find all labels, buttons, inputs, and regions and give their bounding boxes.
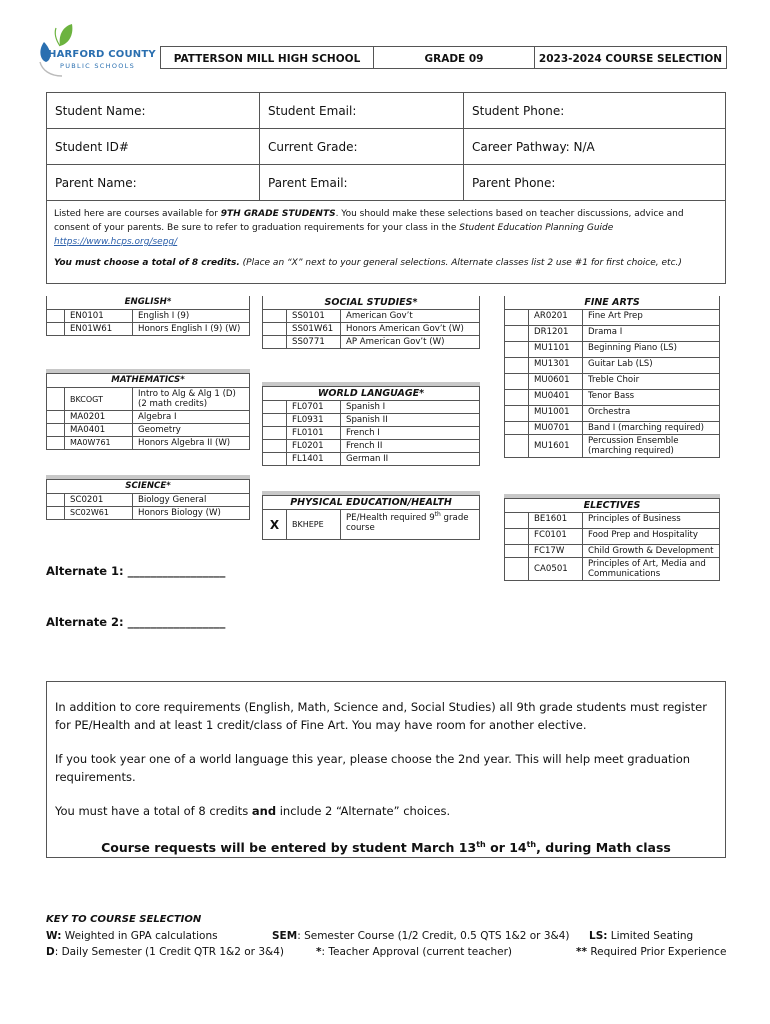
english-table [46, 296, 250, 336]
note-part: include 2 “Alternate” choices. [276, 804, 451, 818]
course-name: Tenor Bass [583, 390, 720, 406]
course-name: Drama I [583, 326, 720, 342]
course-code: MA0W761 [65, 437, 133, 450]
select-cell[interactable] [263, 401, 287, 414]
note-part: , during Math class [536, 840, 671, 856]
fine-arts-table [504, 296, 720, 458]
course-name: Treble Choir [583, 374, 720, 390]
fine-arts-caption: FINE ARTS [505, 296, 720, 310]
select-cell[interactable] [263, 323, 287, 336]
sepg-link[interactable]: https://www.hcps.org/sepg/ [54, 237, 178, 247]
table-row [505, 435, 720, 458]
document-header [160, 46, 727, 69]
student-name-field[interactable]: Student Name: [47, 93, 260, 129]
instructions-box [46, 200, 726, 284]
course-code: AR0201 [529, 310, 583, 326]
table-row [47, 388, 250, 411]
alternate-2-field[interactable]: Alternate 2: _________________ [46, 615, 226, 629]
select-cell[interactable] [263, 414, 287, 427]
select-cell[interactable] [263, 336, 287, 349]
select-cell[interactable] [47, 494, 65, 507]
requirements-notes-box [46, 681, 726, 858]
course-code: SC02W61 [65, 507, 133, 520]
table-row [505, 326, 720, 342]
table-row [505, 558, 720, 581]
course-code: MU1601 [529, 435, 583, 458]
course-code: SS01W61 [287, 323, 341, 336]
math-table [46, 373, 250, 450]
table-row [505, 422, 720, 435]
course-code: FL0201 [287, 440, 341, 453]
select-cell[interactable] [263, 440, 287, 453]
world-language-caption: WORLD LANGUAGE* [263, 387, 480, 401]
note-part: You must have a total of 8 credits [55, 804, 252, 818]
course-name: Geometry [133, 424, 250, 437]
table-row [263, 453, 480, 466]
course-code: SS0101 [287, 310, 341, 323]
course-key [46, 912, 736, 960]
course-name: Orchestra [583, 406, 720, 422]
key-row [46, 944, 736, 960]
select-cell[interactable] [505, 374, 529, 390]
course-name: Principles of Business [583, 513, 720, 529]
course-name: Beginning Piano (LS) [583, 342, 720, 358]
course-code: FL0931 [287, 414, 341, 427]
course-name: Fine Art Prep [583, 310, 720, 326]
table-row [263, 510, 480, 540]
key-row [46, 928, 736, 944]
core-requirements-note: In addition to core requirements (English, Math, Science and, Social Studies) all 9th grade students must register for PE/Health and at least 1 credit/class of Fine Art. You may have room for another elective. [55, 700, 707, 732]
select-cell[interactable] [47, 388, 65, 411]
student-info-table [46, 92, 726, 201]
key-term: D [46, 946, 55, 958]
key-daily [46, 944, 284, 960]
student-id-field[interactable]: Student ID# [47, 129, 260, 165]
electives-caption: ELECTIVES [505, 499, 720, 513]
select-cell[interactable] [47, 323, 65, 336]
key-limited-seating [589, 928, 693, 944]
course-name: English I (9) [133, 310, 250, 323]
science-caption: SCIENCE* [47, 480, 250, 494]
logo-name: HARFORD COUNTY [48, 49, 156, 60]
course-code: MU1301 [529, 358, 583, 374]
course-name: Algebra I [133, 411, 250, 424]
superscript: th [434, 511, 441, 518]
course-code: FL0101 [287, 427, 341, 440]
key-term: SEM [272, 930, 298, 942]
select-cell[interactable] [505, 390, 529, 406]
course-code: FL0701 [287, 401, 341, 414]
table-row [47, 437, 250, 450]
select-cell[interactable] [505, 310, 529, 326]
key-definition: Limited Seating [607, 930, 694, 942]
key-weighted [46, 928, 218, 944]
course-code: MU0401 [529, 390, 583, 406]
table-row [47, 310, 250, 323]
social-studies-table [262, 296, 480, 349]
note-emphasis: and [251, 804, 277, 818]
table-row [47, 507, 250, 520]
course-code: FC17W [529, 545, 583, 558]
course-name: Food Prep and Hospitality [583, 529, 720, 545]
registration-date-note [55, 836, 717, 857]
table-row [505, 406, 720, 422]
select-cell[interactable] [505, 358, 529, 374]
select-cell[interactable] [47, 424, 65, 437]
key-teacher-approval [316, 944, 512, 960]
course-name-part: PE/Health required 9 [346, 512, 435, 523]
select-cell[interactable] [505, 326, 529, 342]
key-definition: Weighted in GPA calculations [61, 930, 218, 942]
course-name: French I [341, 427, 480, 440]
table-row [505, 358, 720, 374]
course-name: Honors American Gov’t (W) [341, 323, 480, 336]
key-semester [272, 928, 570, 944]
table-row [505, 513, 720, 529]
credit-requirement [54, 256, 718, 270]
select-cell[interactable] [505, 435, 529, 458]
course-code: MU1101 [529, 342, 583, 358]
course-code: BKHEPE [287, 510, 341, 540]
english-caption: ENGLISH* [47, 296, 250, 310]
instructions-part: . You should make these selections based on teacher discussions, advice and consent of your parents. Be sure to refer to graduation requirements for your class in the [54, 209, 684, 233]
course-code: MU0601 [529, 374, 583, 390]
course-name: Spanish II [341, 414, 480, 427]
credit-total: You must choose a total of 8 credits. [54, 258, 240, 268]
course-code: SS0771 [287, 336, 341, 349]
table-row [263, 427, 480, 440]
key-term: * [316, 946, 322, 958]
select-cell[interactable] [505, 545, 529, 558]
course-name: Honors Biology (W) [133, 507, 250, 520]
table-row [263, 401, 480, 414]
course-name: Intro to Alg & Alg 1 (D) (2 math credits) [133, 388, 250, 411]
select-cell[interactable] [505, 406, 529, 422]
table-row [505, 310, 720, 326]
course-name: Honors English I (9) (W) [133, 323, 250, 336]
math-caption: MATHEMATICS* [47, 374, 250, 388]
select-cell[interactable] [505, 342, 529, 358]
course-name: Band I (marching required) [583, 422, 720, 435]
note-part: or 14 [485, 840, 527, 856]
table-row [505, 342, 720, 358]
key-term: LS: [589, 930, 608, 942]
select-cell[interactable] [47, 310, 65, 323]
course-name: Spanish I [341, 401, 480, 414]
table-row [263, 323, 480, 336]
course-name: American Gov’t [341, 310, 480, 323]
course-name: French II [341, 440, 480, 453]
select-cell[interactable] [47, 507, 65, 520]
select-cell[interactable] [505, 513, 529, 529]
course-code: EN0101 [65, 310, 133, 323]
table-row [263, 414, 480, 427]
course-name: AP American Gov’t (W) [341, 336, 480, 349]
career-pathway-field[interactable]: Career Pathway: N/A [464, 129, 726, 165]
table-row [47, 424, 250, 437]
course-code: EN01W61 [65, 323, 133, 336]
school-name: PATTERSON MILL HIGH SCHOOL [161, 47, 374, 69]
table-row [47, 494, 250, 507]
instructions-part: Listed here are courses available for [54, 209, 221, 219]
current-grade-field[interactable]: Current Grade: [260, 129, 464, 165]
key-term: W: [46, 930, 62, 942]
student-phone-field[interactable]: Student Phone: [464, 93, 726, 129]
document-title: 2023-2024 COURSE SELECTION [535, 47, 727, 69]
instructions-text [54, 207, 718, 249]
course-code: MA0201 [65, 411, 133, 424]
key-definition: : Daily Semester (1 Credit QTR 1&2 or 3&4) [54, 946, 284, 958]
electives-table [504, 498, 720, 581]
course-name [341, 510, 480, 540]
table-row [263, 440, 480, 453]
course-code: BE1601 [529, 513, 583, 529]
note-part: Course requests will be entered by student March 13 [101, 840, 477, 856]
select-cell[interactable] [263, 310, 287, 323]
world-language-table [262, 386, 480, 466]
table-row [263, 336, 480, 349]
key-definition: : Semester Course (1/2 Credit, 0.5 QTS 1&2 or 3&4) [297, 930, 570, 942]
key-title: KEY TO COURSE SELECTION [46, 914, 202, 925]
world-language-note: If you took year one of a world language this year, please choose the 2nd year. This will help meet graduation requirements. [55, 752, 691, 784]
social-studies-caption: SOCIAL STUDIES* [263, 296, 480, 310]
parent-name-field[interactable]: Parent Name: [47, 165, 260, 201]
table-row [505, 545, 720, 558]
selection-hint: (Place an “X” next to your general selections. Alternate classes list 2 use #1 for first choice, etc.) [239, 258, 682, 268]
select-cell[interactable] [263, 427, 287, 440]
course-name: Principles of Art, Media and Communications [583, 558, 720, 581]
credit-total-note [55, 802, 717, 820]
table-row [47, 323, 250, 336]
select-cell[interactable] [263, 453, 287, 466]
course-code: MA0401 [65, 424, 133, 437]
course-name: Biology General [133, 494, 250, 507]
course-code: FC0101 [529, 529, 583, 545]
key-prior-experience [576, 944, 726, 960]
parent-phone-field[interactable]: Parent Phone: [464, 165, 726, 201]
select-cell[interactable] [47, 437, 65, 450]
table-row [47, 411, 250, 424]
course-name-part: grade course [346, 512, 469, 533]
table-row [505, 529, 720, 545]
pe-health-caption: PHYSICAL EDUCATION/HEALTH [263, 496, 480, 510]
course-name: Honors Algebra II (W) [133, 437, 250, 450]
grade-label: GRADE 09 [374, 47, 535, 69]
course-code: CA0501 [529, 558, 583, 581]
instructions-emphasis: 9TH GRADE STUDENTS [220, 209, 336, 219]
select-cell[interactable] [505, 529, 529, 545]
superscript: th [526, 840, 537, 849]
sepg-title: Student Education Planning Guide [459, 223, 614, 233]
select-cell[interactable] [47, 411, 65, 424]
pe-selection-mark[interactable]: X [263, 510, 287, 540]
parent-email-field[interactable]: Parent Email: [260, 165, 464, 201]
key-definition: : Teacher Approval (current teacher) [321, 946, 512, 958]
superscript: th [476, 840, 486, 849]
course-name: Guitar Lab (LS) [583, 358, 720, 374]
course-name: Child Growth & Development [583, 545, 720, 558]
student-email-field[interactable]: Student Email: [260, 93, 464, 129]
course-code: DR1201 [529, 326, 583, 342]
course-code: MU1001 [529, 406, 583, 422]
alternate-1-field[interactable]: Alternate 1: _________________ [46, 564, 226, 578]
logo-subtitle: PUBLIC SCHOOLS [60, 62, 136, 70]
course-code: BKCOGT [65, 388, 133, 411]
key-term: ** [576, 946, 587, 958]
course-code: FL1401 [287, 453, 341, 466]
course-name: German II [341, 453, 480, 466]
table-row [263, 310, 480, 323]
select-cell[interactable] [505, 422, 529, 435]
course-name: Percussion Ensemble (marching required) [583, 435, 720, 458]
key-definition: Required Prior Experience [586, 946, 727, 958]
pe-health-table [262, 495, 480, 540]
course-code: MU0701 [529, 422, 583, 435]
science-table [46, 479, 250, 520]
select-cell[interactable] [505, 558, 529, 581]
table-row [505, 390, 720, 406]
table-row [505, 374, 720, 390]
course-code: SC0201 [65, 494, 133, 507]
